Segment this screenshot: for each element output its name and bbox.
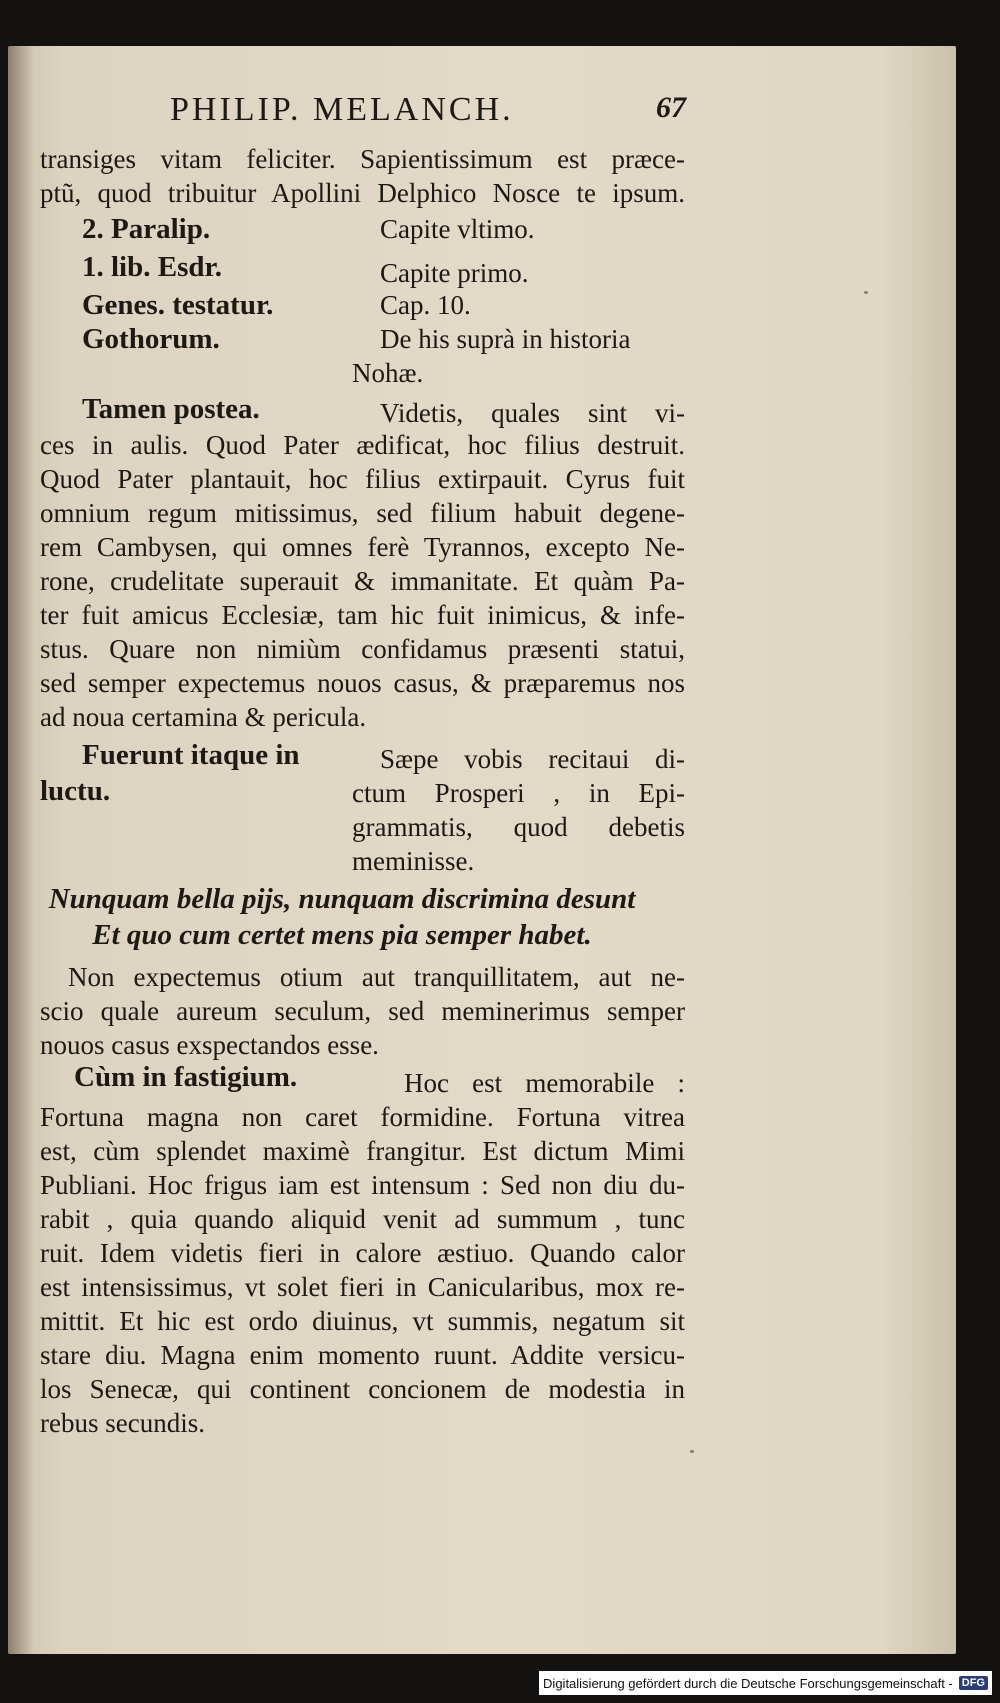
digitization-credit [539, 1671, 992, 1695]
lemma-note: Capite vltimo. [380, 214, 535, 244]
text-line: scio quale aureum seculum, sed meminerimus semper [40, 996, 685, 1026]
lemma-note: De his suprà in historia [380, 324, 631, 354]
text-line: Sæpe vobis recitaui di- [380, 744, 685, 774]
text-line: ter fuit amicus Ecclesiæ, tam hic fuit inimicus, & infe- [40, 600, 685, 630]
text-line: ruit. Idem videtis fieri in calore æstiuo. Quando calor [40, 1238, 685, 1268]
lemma-note-cont: Nohæ. [352, 358, 424, 388]
paper-speck [864, 291, 868, 294]
lemma: Genes. testatur. [82, 289, 274, 321]
running-head: PHILIP. MELANCH. [170, 91, 514, 128]
verse-line: Et quo cum certet mens pia semper habet. [92, 919, 592, 951]
text-line: Non expectemus otium aut tranquillitatem, aut ne- [68, 962, 685, 992]
lemma-note: Capite primo. [380, 258, 529, 288]
text-line: los Senecæ, qui continent concionem de modestia in [40, 1374, 685, 1404]
text-line: Hoc est memorabile : [404, 1068, 685, 1098]
text-line: omnium regum mitissimus, sed filium habuit degene- [40, 498, 685, 528]
text-line: est, cùm splendet maximè frangitur. Est dictum Mimi [40, 1136, 685, 1166]
text-line: stare diu. Magna enim momento ruunt. Addite versicu- [40, 1340, 685, 1370]
text-line: mittit. Et hic est ordo diuinus, vt summis, negatum sit [40, 1306, 685, 1336]
lemma: Fuerunt itaque in [82, 739, 300, 771]
lemma: Gothorum. [82, 323, 220, 355]
paper-speck [690, 1450, 694, 1453]
lemma-note: Cap. 10. [380, 290, 471, 320]
text-line: Quod Pater plantauit, hoc filius extirpauit. Cyrus fuit [40, 464, 685, 494]
text-line: Videtis, quales sint vi- [380, 398, 685, 428]
lemma: Tamen postea. [82, 393, 260, 425]
text-line: rebus secundis. [40, 1408, 205, 1438]
text-line: transiges vitam feliciter. Sapientissimum est præce- [40, 144, 685, 174]
book-page [8, 46, 956, 1654]
page-number: 67 [656, 91, 686, 124]
lemma: luctu. [40, 775, 111, 807]
text-line: meminisse. [352, 846, 475, 876]
page-header [8, 91, 956, 139]
text-line: Publiani. Hoc frigus iam est intensum : Sed non diu du- [40, 1170, 685, 1200]
text-line: ctum Prosperi , in Epi- [352, 778, 685, 808]
verse-line: Nunquam bella pijs, nunquam discrimina desunt [48, 883, 636, 915]
text-line: nouos casus exspectandos esse. [40, 1030, 379, 1060]
text-line: ad noua certamina & pericula. [40, 702, 367, 732]
lemma: Cùm in fastigium. [74, 1061, 298, 1093]
lemma: 1. lib. Esdr. [82, 251, 222, 283]
text-line: ptũ, quod tribuitur Apollini Delphico Nosce te ipsum. [40, 178, 685, 208]
dfg-logo-icon: DFG [959, 1676, 988, 1690]
credit-text: Digitalisierung gefördert durch die Deutsche Forschungsgemeinschaft - [543, 1675, 953, 1691]
lemma: 2. Paralip. [82, 213, 211, 245]
text-line: rem Cambysen, qui omnes ferè Tyrannos, excepto Ne- [40, 532, 685, 562]
text-line: stus. Quare non nimiùm confidamus præsenti statui, [40, 634, 685, 664]
text-line: ces in aulis. Quod Pater ædificat, hoc filius destruit. [40, 430, 685, 460]
text-line: grammatis, quod debetis [352, 812, 685, 842]
text-line: Fortuna magna non caret formidine. Fortuna vitrea [40, 1102, 685, 1132]
text-line: sed semper expectemus nouos casus, & præparemus nos [40, 668, 685, 698]
text-line: rabit , quia quando aliquid venit ad summum , tunc [40, 1204, 685, 1234]
text-line: est intensissimus, vt solet fieri in Canicularibus, mox re- [40, 1272, 685, 1302]
text-line: rone, crudelitate superauit & immanitate. Et quàm Pa- [40, 566, 685, 596]
